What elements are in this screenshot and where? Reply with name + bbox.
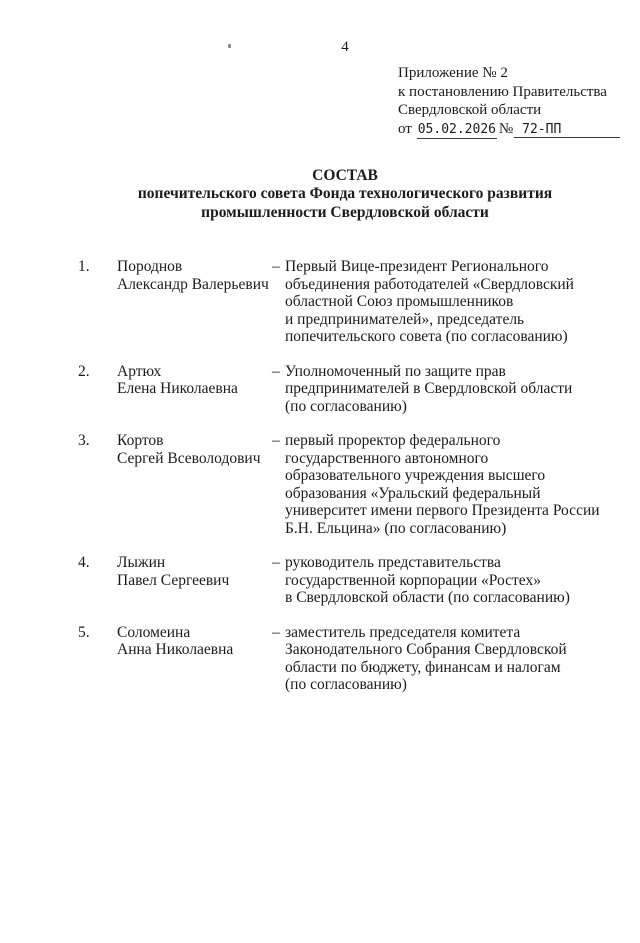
member-name (117, 363, 272, 416)
member-row (78, 258, 612, 346)
member-description-line: в Свердловской области (по согласованию) (285, 589, 570, 606)
member-description-line: объединения работодателей «Свердловский (285, 275, 574, 293)
member-description-line: предпринимателей в Свердловской области (285, 380, 573, 397)
member-name-line: Сергей Всеволодович (117, 449, 261, 467)
member-name-line: Породнов (117, 258, 183, 275)
document-number-value: 72-ПП (514, 122, 620, 138)
dash-separator: – (272, 362, 280, 380)
member-number: 1. (78, 258, 90, 275)
member-description (285, 258, 612, 346)
document-title-line-3: промышленности Свердловской области (201, 203, 489, 221)
member-description-line: образовательного учреждения высшего (285, 467, 546, 484)
member-description-line: Уполномоченный по защите прав (285, 362, 506, 380)
members-list (78, 258, 612, 694)
document-title (78, 167, 612, 223)
date-and-number-line (398, 120, 612, 139)
dash-separator: – (272, 623, 280, 641)
member-description-line: Первый Вице-президент Регионального (285, 258, 549, 275)
member-number: 4. (78, 554, 90, 571)
appendix-header-line-2: к постановлению Правительства (398, 83, 607, 100)
member-number: 3. (78, 432, 90, 449)
member-row (78, 554, 612, 607)
member-description-line: областной Союз промышленников (285, 293, 514, 310)
dash-separator: – (272, 432, 280, 449)
number-sign: № (498, 120, 514, 137)
appendix-header (398, 64, 612, 139)
member-description-line: (по согласованию) (285, 676, 407, 693)
member-number: 2. (78, 362, 90, 380)
member-description-line: руководитель представительства (285, 554, 501, 571)
member-description-line: (по согласованию) (285, 397, 407, 415)
member-description-line: заместитель председателя комитета (285, 623, 521, 641)
appendix-header-line-3: Свердловской области (398, 102, 542, 118)
member-name (117, 432, 272, 537)
member-name-line: Кортов (117, 432, 164, 449)
member-name (117, 258, 272, 346)
member-row (78, 624, 612, 694)
member-description-line: и предпринимателей», председатель (285, 310, 525, 328)
member-description-line: попечительского совета (по согласованию) (285, 328, 568, 345)
member-name-line: Артюх (117, 362, 162, 380)
member-description-line: государственного автономного (285, 449, 489, 467)
member-description (285, 432, 612, 537)
member-row (78, 432, 612, 537)
member-name-line: Александр Валерьевич (117, 275, 269, 293)
member-description-line: образования «Уральский федеральный (285, 484, 541, 502)
page-number: 4 (341, 39, 349, 55)
scan-artifact-dot (228, 44, 231, 48)
member-row (78, 363, 612, 416)
member-name-line: Павел Сергеевич (117, 571, 230, 589)
member-description (285, 554, 612, 607)
member-description-line: Б.Н. Ельцина» (по согласованию) (285, 519, 507, 537)
document-title-line-1: СОСТАВ (312, 166, 378, 184)
member-name-line: Анна Николаевна (117, 641, 234, 658)
dash-separator: – (272, 554, 280, 571)
date-value: 05.02.2026 (417, 121, 496, 137)
member-description-line: университет имени первого Президента России (285, 502, 600, 519)
member-description-line: области по бюджету, финансам и налогам (285, 658, 561, 676)
member-description (285, 624, 612, 694)
member-name (117, 554, 272, 607)
dash-separator: – (272, 258, 280, 275)
member-name-line: Соломеина (117, 623, 191, 641)
member-description-line: Законодательного Собрания Свердловской (285, 641, 567, 658)
member-description-line: первый проректор федерального (285, 432, 501, 449)
member-name (117, 624, 272, 694)
member-name-line: Елена Николаевна (117, 380, 238, 397)
document-page (0, 38, 640, 694)
member-description (285, 363, 612, 416)
document-title-line-2: попечительского совета Фонда технологического развития (137, 185, 553, 202)
member-name-line: Лыжин (117, 554, 166, 571)
appendix-header-line-1: Приложение № 2 (398, 65, 508, 81)
member-number: 5. (78, 623, 90, 641)
member-description-line: государственной корпорации «Ростех» (285, 571, 541, 589)
date-prefix: от (398, 120, 412, 137)
